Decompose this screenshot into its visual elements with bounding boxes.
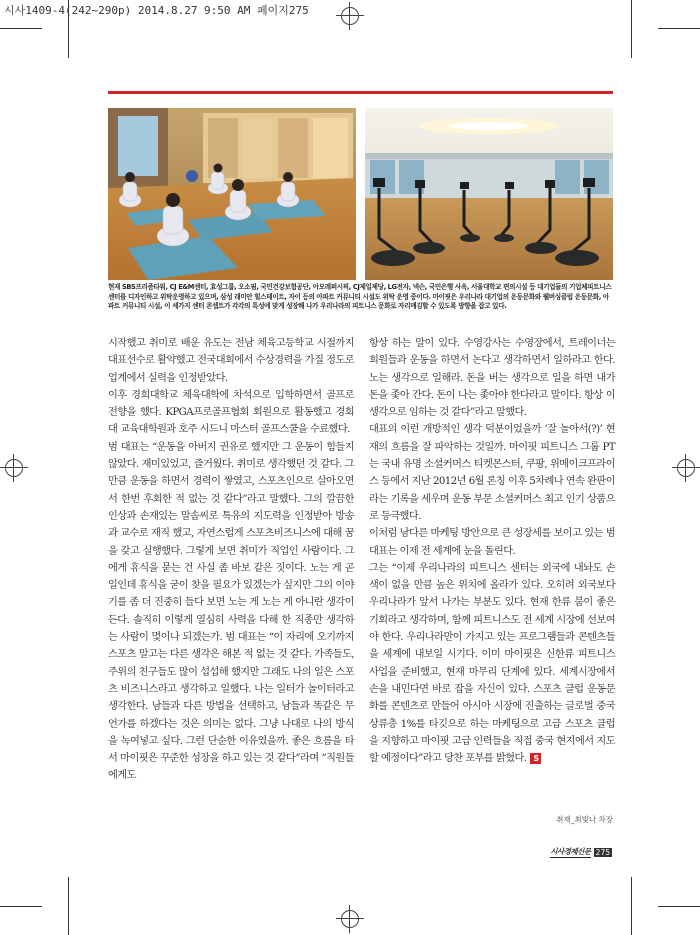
magazine-logo: 시사경제신문: [550, 847, 591, 856]
crop-mark: [658, 906, 700, 907]
accent-rule: [108, 91, 613, 94]
reporter-credit: 취재_최빛나 차장: [556, 815, 613, 824]
paragraph: 이후 경희대학교 체육대학에 차석으로 입학하면서 골프로 전향을 했다. KPGA프로골프협회 회원으로 활동했고 경희대 교육대학원과 호주 시드니 마스터 골프스쿨을 수료했다.: [108, 389, 354, 436]
photo-caption: 현재 SBS프리즘타워, CJ E&M센터, 효성그룹, 오소핌, 국민건강보험공단, 아모레퍼시픽, CJ제일제당, LG전자, 넥슨, 국민은행 사옥, 서울대학교 편의시설 등 대기업들의 기업체피트니스센터를 디자인하고 위탁운영하고 있으며, 삼성 래미안 힐스테이트, 자이 등의 아파트 커뮤니티 시설도 위탁 운영 중이다. 마이핏은 우리나라 대기업의 운동문화와 웰버싱클럽 운동문화, 아파트 커뮤니티 시설, 이 세가지 센터 콘셉트가 각각의 특성에 맞게 성장해 나가 우리나라의 피트니스 문화로 자리매김할 수 있도록 방향을 잡고 있다.: [108, 283, 612, 311]
page-number: 275: [595, 847, 610, 857]
crop-mark: [68, 877, 69, 935]
yoga-class-photo: [108, 108, 356, 280]
crop-mark: [0, 906, 42, 907]
paragraph: 항상 하는 말이 있다. 수영강사는 수영장에서, 트레이너는 회원들과 운동을 하면서 논다고 생각하면서 일하라고 한다. 노는 생각으로 일해라. 돈을 버는 생각으로 일을 하면 내가 돈을 좇아 간다. 돈이 나는 좇아야 한다라고 말이다. 항상 이 생각으로 임하는 것 같다”라고 말했다.: [369, 338, 615, 419]
paragraph: 이처럼 남다른 마케팅 방안으로 큰 성장세를 보이고 있는 범 대표는 이제 전 세계에 눈을 돌린다.: [369, 528, 615, 557]
end-of-article-mark: S: [530, 753, 541, 764]
crop-mark: [68, 0, 69, 58]
registration-mark: [5, 459, 23, 477]
paragraph-last: [369, 560, 615, 768]
paragraph: 시작했고 취미로 배운 유도는 전남 체육고등학교 시절까지 대표선수로 활약했고 전국대회에서 수상경력을 가질 정도로 업계에서 실력을 인정받았다.: [108, 338, 354, 384]
page-footer: [550, 846, 612, 858]
registration-mark: [341, 910, 359, 928]
paragraph: 대표의 이런 개방적인 생각 덕분이었을까 ‘잘 놀아서(?)’ 현재의 흐름을 잘 파악하는 것일까. 마이핏 피트니스 그룹 PT는 국내 유명 소셜커머스 티켓몬스터, 쿠팡, 위메이크프라이스 등에서 지난 2012년 6월 론칭 이후 5차례나 연속 완판이라는 기록을 세우며 운동 부문 소셜커머스 최고 인기 상품으로 등극했다.: [369, 424, 615, 522]
registration-mark: [677, 459, 695, 477]
fitness-gym-photo: [365, 108, 613, 280]
print-header: 시사1409-4(242~290p) 2014.8.27 9:50 AM 페이지275: [4, 4, 309, 17]
paragraph: 범 대표는 “운동을 아버지 권유로 했지만 그 운동이 힘들지 않았다. 재미있었고, 즐거웠다. 취미로 생각했던 것 같다. 그만큼 운동을 하면서 경력이 쌓였고, 스포츠인으로 살아오면서 한번 후회한 적 없는 것 같다”라고 말했다. 그의 깔끔한 인상과 손재있는 말솜씨로 특유의 지도력을 인정받아 방송과 교수로 재직 했고, 자연스럽게 스포츠비즈니스에 대해 꿈을 갖고 실행했다. 그렇게 보면 취미가 직업인 사람이다. 그에게 휴식을 묻는 건 사실 좀 바보 같은 짓이다. 노는 게 곧 일인데 휴식을 굳이 찾을 필요가 있겠는가 싶지만 그의 이야기를 좀 더 진중히 들다 보면 노는 게 노는 게 아니란 생각이 든다. 솔직히 이렇게 열심히 사력을 다해 한 직종만 생각하는 사람이 몇이나 되겠는가. 범 대표는 “이 자리에 오기까지 스포츠 말고는 다른 생각은 해본 적 없는 것 같다. 가족들도, 주위의 친구들도 많이 섭섭해 했지만 그래도 나의 일은 스포츠 비즈니스라고 생각하고 일했다. 나는 일터가 놀이터라고 생각한다. 남들과 다른 방법을 선택하고, 남들과 똑같은 무언가를 하겠다는 것은 의미는 없다. 그냥 나대로 나의 방식을 녹여넣고 싶다. 그런 단순한 이유였을까. 좋은 흐름을 타서 마이핏은 꾸준한 성장을 하고 있는 것 같다”라며 “직원들에게도: [108, 441, 354, 782]
article-column-right: [369, 335, 615, 767]
article-column-left: [108, 335, 354, 785]
crop-mark: [631, 877, 632, 935]
registration-mark: [341, 7, 359, 25]
crop-mark: [631, 0, 632, 58]
paragraph-text: 그는 “이제 우리나라의 피트니스 센터는 외국에 내놔도 손색이 없을 만큼 높은 위치에 올라가 있다. 오히려 외국보다 우리나라가 앞서 나가는 부분도 있다. 현재 한류 붐이 좋은 기회라고 생각하며, 함께 피트니스도 전 세계 시장에 선보여야 한다. 우리나라만이 가지고 있는 프로그램들과 콘텐츠들을 세계에 내보일 시기다. 이미 마이핏은 신한류 피트니스 사업을 준비했고, 현재 마무리 단계에 있다. 세계시장에서 손을 내민다면 바로 잡을 자신이 있다. 스포츠 클럽 운동문화를 콘텐츠로 만들어 아시아 시장에 진출하는 글로벌 중국 상류층 1%를 타깃으로 하는 마케팅으로 고급 스포츠 클럽을 지향하고 마이핏 고급 인력들을 직접 중국 현지에서 지도 할 예정이다”라고 당찬 포부를 밝혔다.: [369, 562, 615, 765]
crop-mark: [0, 28, 42, 29]
crop-mark: [658, 28, 700, 29]
